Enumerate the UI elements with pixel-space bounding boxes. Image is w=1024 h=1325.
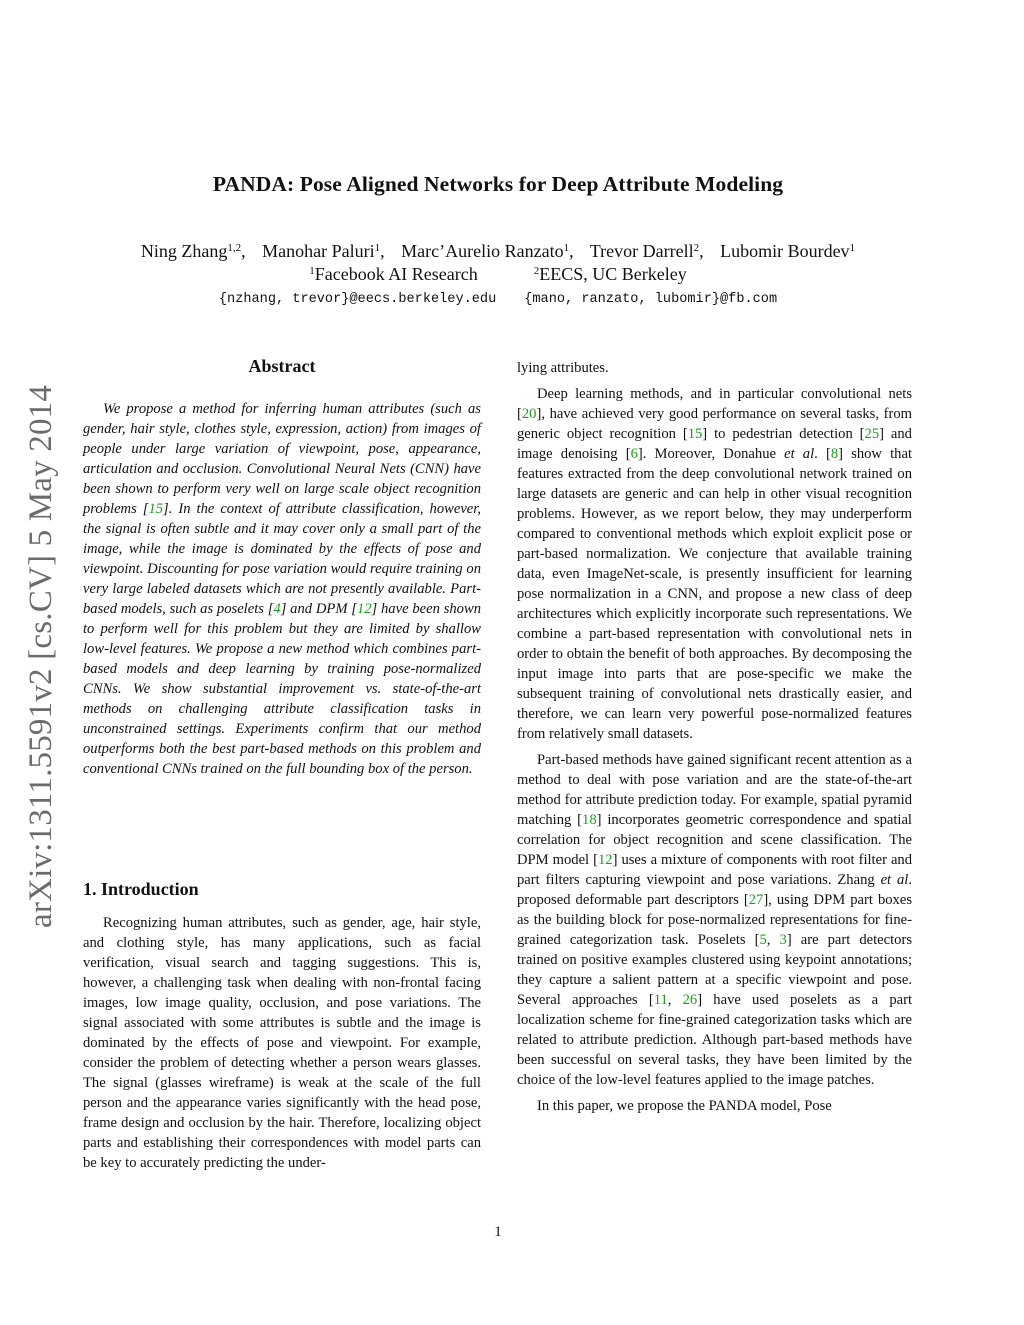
author-name: Lubomir Bourdev: [720, 241, 850, 261]
author-name: Marc’Aurelio Ranzato: [401, 241, 564, 261]
author-affiliation-mark: 2: [693, 242, 700, 254]
abstract-text-segment: ] and DPM [: [280, 601, 357, 617]
citation-link[interactable]: 15: [687, 426, 703, 442]
section-heading: 1. Introduction: [83, 879, 199, 899]
intro-paragraph: [517, 750, 912, 1090]
citation-link[interactable]: 8: [830, 446, 839, 462]
page-number: 1: [494, 1224, 502, 1240]
paragraph-text-segment: Part-based methods have gained significant recent attention as a method to deal with pose variation and are the state-of-the-art method for attribute prediction today. For example, spatial pyramid matching [: [517, 752, 912, 828]
citation-link[interactable]: 18: [582, 812, 597, 828]
author-name: Ning Zhang: [140, 241, 228, 261]
paragraph-text-segment: Deep learning methods, and in particular convolutional nets [: [517, 386, 912, 422]
paragraph-text-segment: ,: [667, 992, 683, 1008]
arxiv-identifier: arXiv:1311.5591v2 [cs.CV] 5 May 2014: [23, 384, 59, 928]
abstract-text-segment: ] have been shown to perform well for this problem but they are limited by shallow low-level features. We propose a new method which combines part-based models and deep learning by training pose-normalized CNNs. We show substantial improvement vs. state-of-the-art methods on challenging attribute classification tasks in unconstrained settings. Experiments confirm that our method outperforms both the best part-based methods on this problem and conventional CNNs trained on the full bounding box of the person.: [83, 601, 481, 777]
author-name: Trevor Darrell: [589, 241, 694, 261]
author-affiliation-mark: 1: [374, 242, 381, 254]
intro-paragraph: [83, 913, 481, 1173]
citation-link[interactable]: 20: [521, 406, 537, 422]
citation-link[interactable]: 6: [630, 446, 638, 462]
paragraph-text-segment: . proposed deformable part descriptors [: [517, 872, 912, 908]
paragraph-text-segment: ] show that features extracted from the deep convolutional network trained on large datasets are generic and can help in other visual recognition problems. However, as we report below, they may underperform compared to conventional methods which exploit explicit pose or part-based normalization. We conjecture that available training data, even ImageNet-scale, is presently insufficient for learning pose normalization in a CNN, and propose a new class of deep architectures which explicitly incorporate such representations. We combine a part-based representation with convolutional nets in order to obtain the benefit of both approaches. By decomposing the input image into parts that are pose-specific we make the subsequent training of convolutional nets drastically easier, and therefore, we can learn very powerful pose-normalized features from relatively small datasets.: [517, 446, 912, 742]
et-al: et al: [880, 872, 909, 888]
citation-link[interactable]: 5: [759, 932, 767, 948]
author-affiliation-mark: 1: [563, 242, 570, 254]
author-affiliation-mark: 1: [849, 242, 856, 254]
abstract-text: [83, 399, 481, 779]
citation-link[interactable]: 3: [779, 932, 787, 948]
citation-link[interactable]: 4: [273, 601, 281, 617]
affiliation-name: EECS, UC Berkeley: [539, 264, 687, 284]
author-emails: [0, 292, 996, 307]
citation-link[interactable]: 27: [748, 892, 764, 908]
right-column: [517, 358, 912, 1116]
email-group: {mano, ranzato, lubomir}@fb.com: [524, 292, 778, 307]
paragraph-text-segment: ]. Moreover, Donahue: [637, 446, 785, 462]
affiliation-mark: 2: [533, 265, 540, 277]
citation-link[interactable]: 26: [682, 992, 698, 1008]
citation-link[interactable]: 15: [148, 501, 164, 517]
abstract-text-segment: We propose a method for inferring human attributes (such as gender, hair style, clothes style, expression, action) from images of people under large variation of viewpoint, pose, appearance, articulation and occlusion. Convolutional Neural Nets (CNN) have been shown to perform very well on large scale object recognition problems [: [83, 401, 481, 517]
paragraph-text-segment: ], have achieved very good performance on several tasks, from generic object recognition [: [517, 406, 912, 442]
citation-link[interactable]: 25: [864, 426, 880, 442]
paragraph-text-segment: ] incorporates geometric correspondence and spatial correlation for object recognition and scene classification. The DPM model [: [517, 812, 912, 868]
paragraph-text-segment: ,: [766, 932, 780, 948]
citation-link[interactable]: 12: [356, 601, 372, 617]
paper-title: PANDA: Pose Aligned Networks for Deep Attribute Modeling: [212, 172, 784, 196]
paragraph-text-segment: ] to pedestrian detection [: [702, 426, 865, 442]
paragraph-text-segment: ] and image denoising [: [517, 426, 912, 462]
paragraph-text-segment: ], using DPM part boxes as the building block for pose-normalized representations for fine-grained categorization task. Poselets [: [517, 892, 912, 948]
paragraph-text-segment: . [: [814, 446, 831, 462]
email-group: {nzhang, trevor}@eecs.berkeley.edu: [218, 292, 497, 307]
affiliation-name: Facebook AI Research: [314, 264, 478, 284]
affiliation-mark: 1: [309, 265, 315, 277]
citation-link[interactable]: 11: [653, 992, 668, 1008]
intro-paragraph: In this paper, we propose the PANDA model, Pose: [537, 1098, 832, 1114]
paragraph-text-segment: ] have used poselets as a part localization scheme for fine-grained categorization tasks which are related to attribute prediction. Although part-based methods have been successful on several tasks, they have been limited by the choice of the low-level features applied to the image patches.: [517, 992, 913, 1088]
et-al: et al: [784, 446, 815, 462]
paragraph-text-segment: ] uses a mixture of components with root filter and part filters capturing viewpoint and pose variations. Zhang: [517, 852, 913, 888]
affiliations: [0, 264, 996, 285]
intro-paragraph: [517, 384, 912, 744]
abstract-text-segment: ]. In the context of attribute classification, however, the signal is often subtle and it may cover only a small part of the image, while the image is dominated by the effects of pose and viewpoint. Discounting for pose variation would require training on very large labeled datasets which are not presently available. Part-based models, such as poselets [: [83, 501, 481, 617]
author-affiliation-mark: 1,2: [227, 242, 242, 254]
citation-link[interactable]: 12: [597, 852, 613, 868]
author-name: Manohar Paluri: [262, 241, 375, 261]
author-list: Ning Zhang$^{1,2}$, Manohar Paluri$^1$, Marc’Aurelio Ranzato$^1$, Trevor Darrell$^2$, Lubomir Bourdev$^1$: [140, 241, 856, 261]
abstract-heading: Abstract: [248, 356, 316, 376]
paragraph-continuation: lying attributes.: [517, 360, 609, 376]
paragraph-text-segment: ] are part detectors trained on positive examples clustered using keypoint annotations; they capture a salient pattern at a specific viewpoint and pose. Several approaches [: [517, 932, 913, 1008]
paragraph-text: Recognizing human attributes, such as gender, age, hair style, and clothing style, has many applications, such as facial verification, visual search and tagging suggestions. This is, however, a challenging task when dealing with non-frontal facing images, low image quality, occlusion, and pose variations. The signal associated with some attributes is subtle and the image is dominated by the effects of pose and viewpoint. For example, consider the problem of detecting whether a person wears glasses. The signal (glasses wireframe) is weak at the scale of the full person and the appearance varies significantly with the head pose, frame design and occlusion by the hair. Therefore, localizing object parts and establishing their correspondences with model parts can be key to accurately predicting the under-: [83, 915, 481, 1171]
